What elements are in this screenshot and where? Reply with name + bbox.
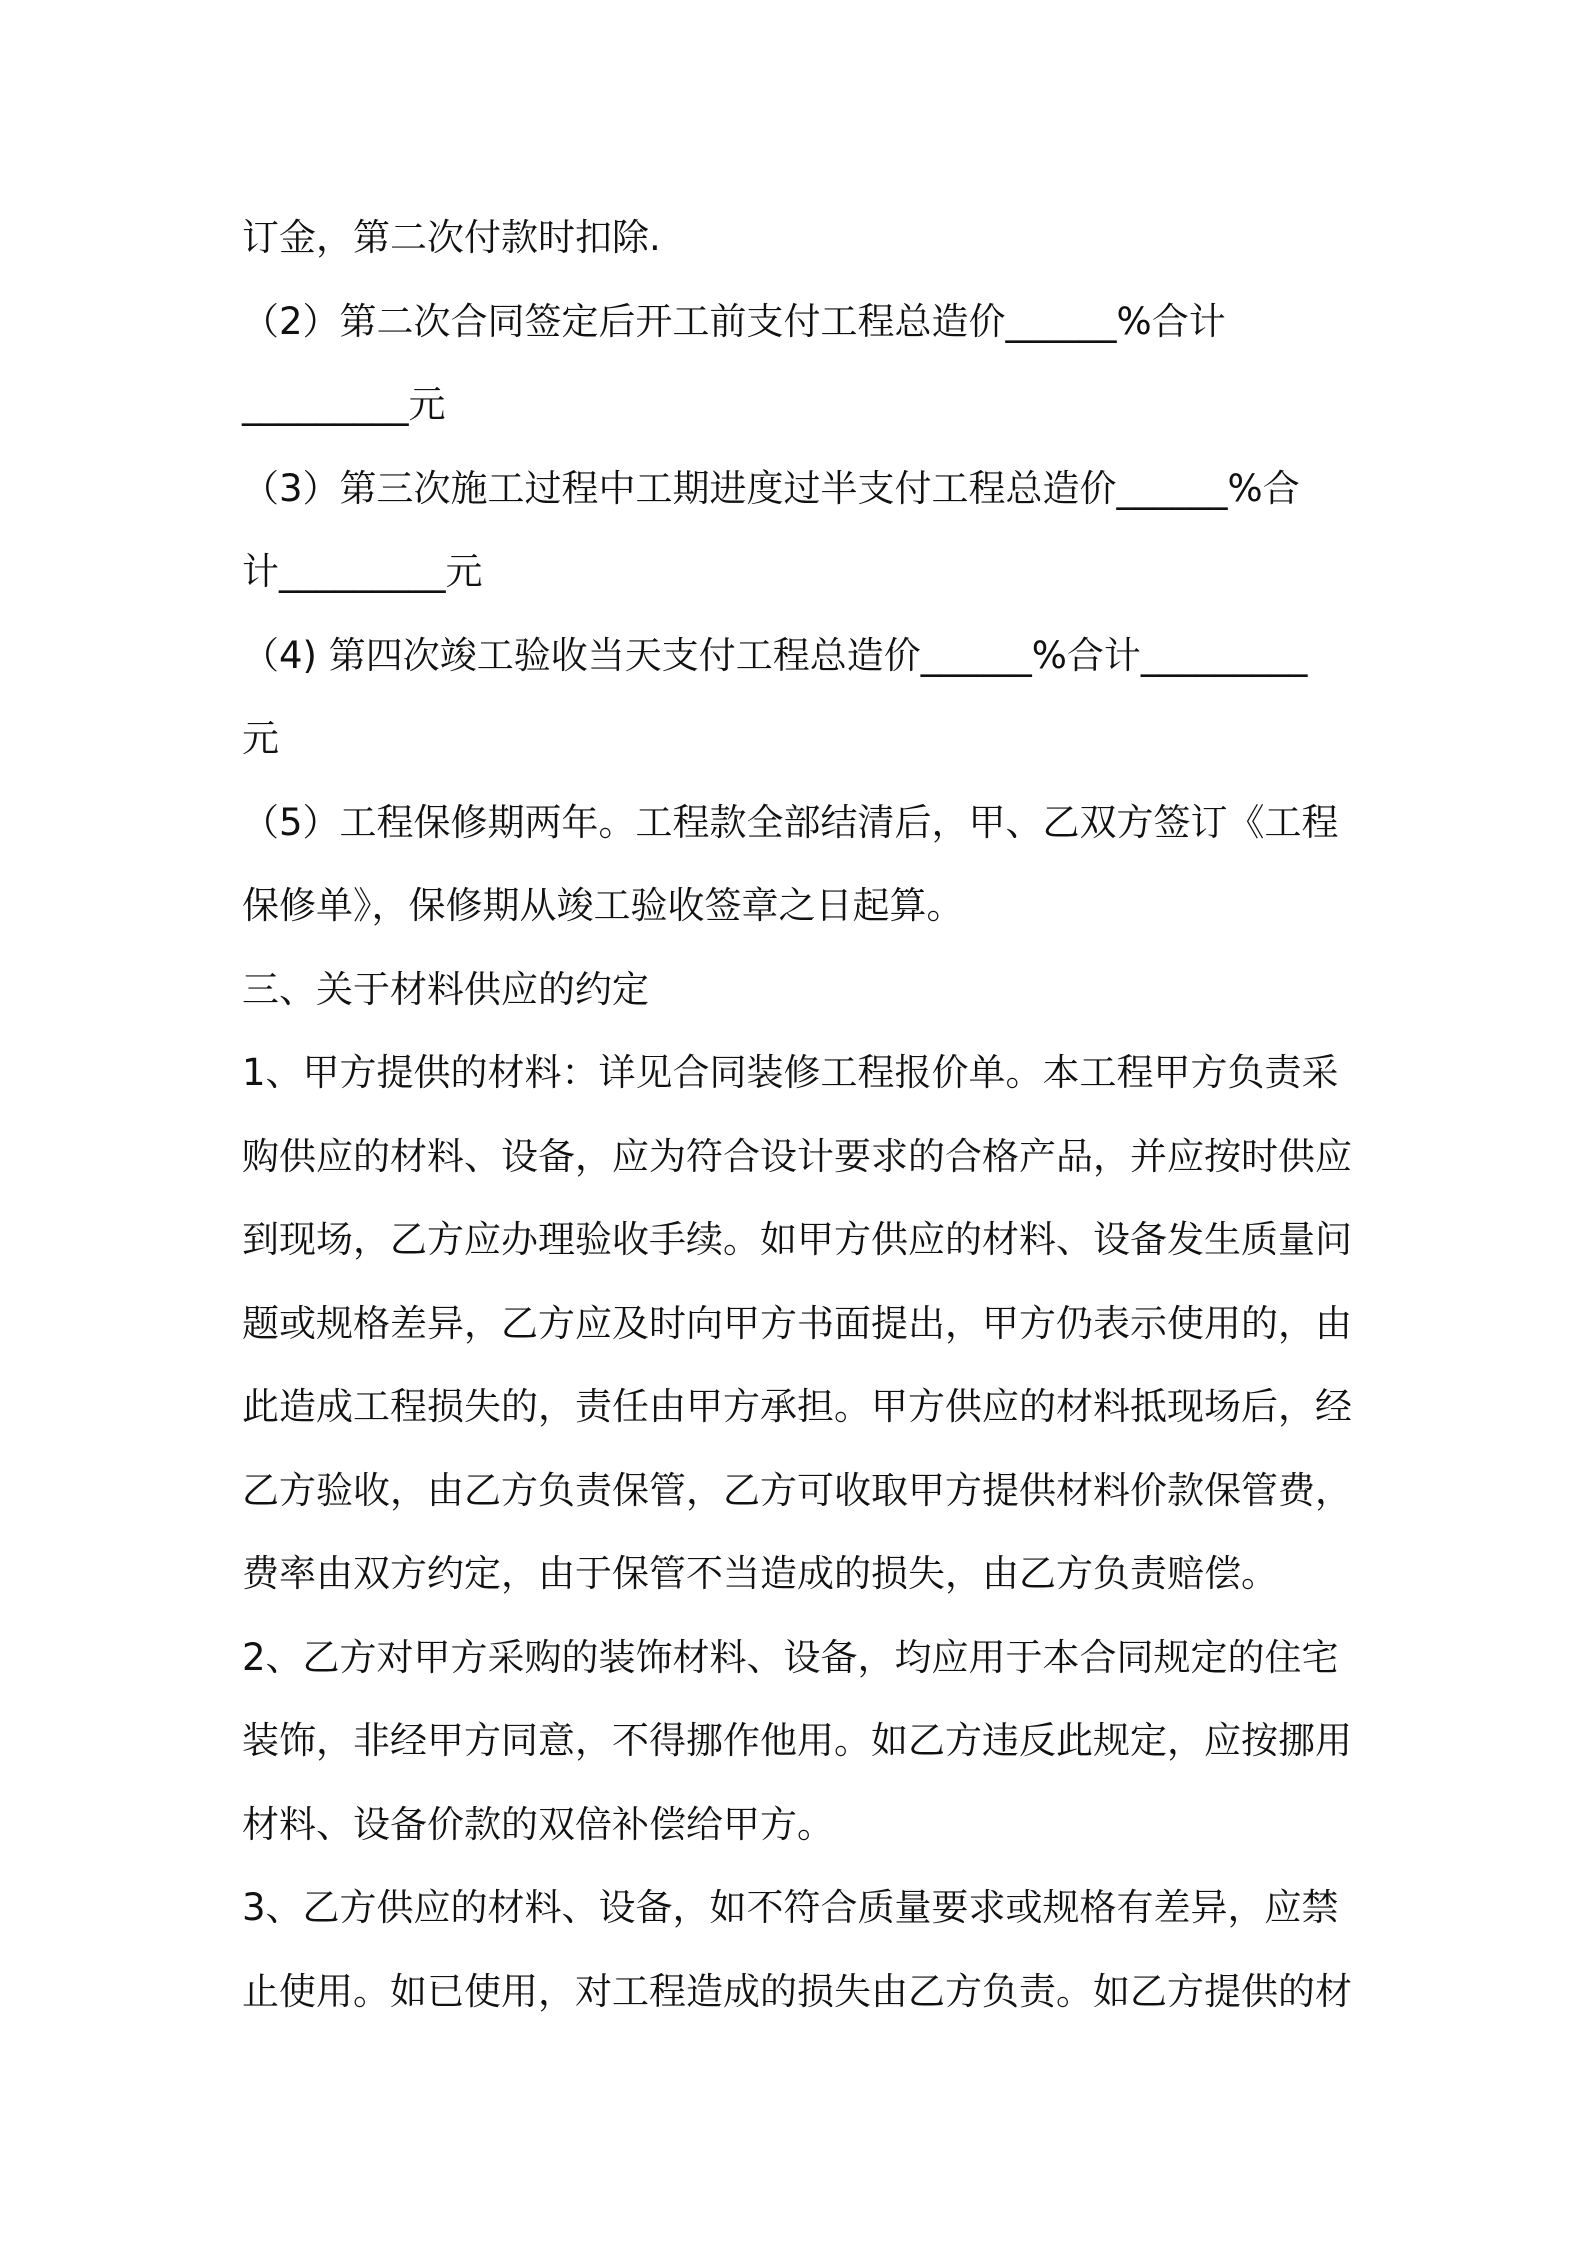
text-line: （2）第二次合同签定后开工前支付工程总造价______%合计 [242, 299, 1226, 343]
text-line: 订金，第二次付款时扣除. [242, 216, 661, 259]
text-line: 装饰，非经甲方同意，不得挪作他用。如乙方违反此规定，应按挪用 [242, 1719, 1352, 1762]
text-line: 保修单》，保修期从竣工验收签章之日起算。 [242, 884, 964, 927]
text-line: 计_________元 [242, 550, 483, 593]
section-heading: 三、关于材料供应的约定 [242, 967, 649, 1011]
text-line: 乙方验收，由乙方负责保管，乙方可收取甲方提供材料价款保管费， [242, 1468, 1352, 1512]
text-line: 3、乙方供应的材料、设备，如不符合质量要求或规格有差异，应禁 [242, 1886, 1339, 1929]
text-line: 题或规格差异，乙方应及时向甲方书面提出，甲方仍表示使用的，由 [242, 1301, 1352, 1345]
text-line: 购供应的材料、设备，应为符合设计要求的合格产品，并应按时供应 [242, 1134, 1352, 1178]
text-line: 此造成工程损失的，责任由甲方承担。甲方供应的材料抵现场后，经 [242, 1385, 1352, 1428]
text-line: 到现场，乙方应办理验收手续。如甲方供应的材料、设备发生质量问 [242, 1218, 1352, 1261]
text-line: （4) 第四次竣工验收当天支付工程总造价______%合计_________ [242, 633, 1308, 677]
text-line: （5）工程保修期两年。工程款全部结清后，甲、乙双方签订《工程 [242, 800, 1339, 844]
document-body [242, 196, 1362, 2033]
text-line: 材料、设备价款的双倍补偿给甲方。 [242, 1802, 834, 1846]
text-line: 止使用。如已使用，对工程造成的损失由乙方负责。如乙方提供的材 [242, 1969, 1352, 2013]
text-line: 费率由双方约定，由于保管不当造成的损失，由乙方负责赔偿。 [242, 1552, 1278, 1595]
text-line: （3）第三次施工过程中工期进度过半支付工程总造价______%合 [242, 466, 1300, 510]
text-line: 2、乙方对甲方采购的装饰材料、设备，均应用于本合同规定的住宅 [242, 1635, 1339, 1679]
text-line: 1、甲方提供的材料：详见合同装修工程报价单。本工程甲方负责采 [242, 1051, 1339, 1094]
text-line: 元 [242, 717, 279, 760]
text-line: _________元 [242, 383, 446, 426]
